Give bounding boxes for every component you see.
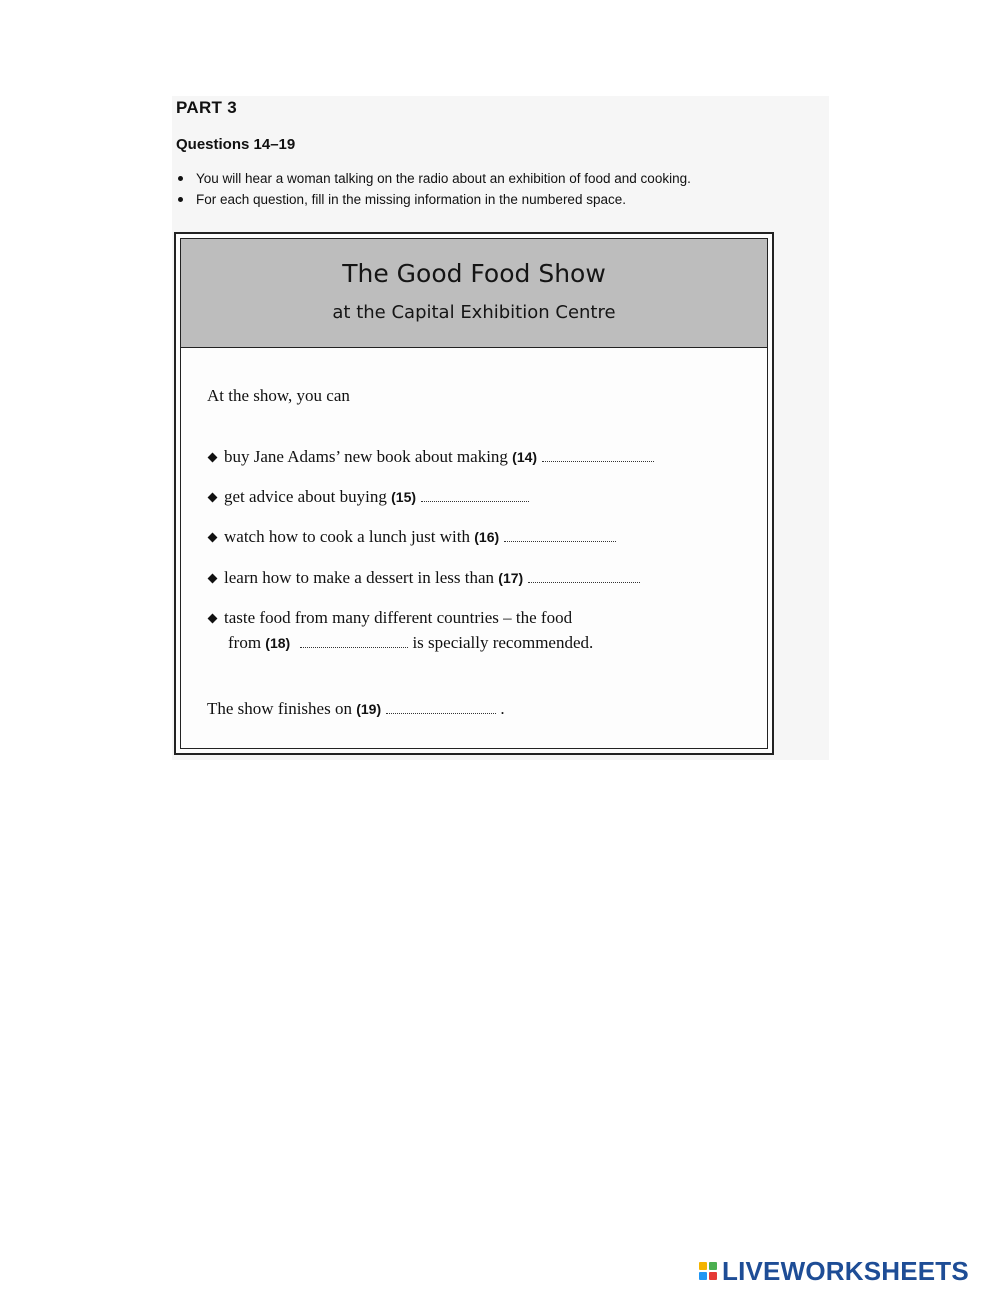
show-subtitle: at the Capital Exhibition Centre xyxy=(332,302,616,323)
instruction-item: You will hear a woman talking on the radio about an exhibition of food and cooking. xyxy=(176,168,826,189)
answer-18-blank[interactable] xyxy=(300,637,408,648)
questions-heading: Questions 14–19 xyxy=(176,136,296,153)
logo-grid-icon xyxy=(699,1262,717,1280)
answer-17-blank[interactable] xyxy=(528,572,640,583)
part-heading: PART 3 xyxy=(176,98,237,117)
question-18-continuation: from (18) is specially recommended. xyxy=(228,633,594,652)
answer-16-blank[interactable] xyxy=(504,531,616,542)
question-18: taste food from many different countries – the food xyxy=(207,608,572,628)
instructions-list xyxy=(176,168,826,210)
show-title: The Good Food Show xyxy=(342,259,606,288)
bullet-icon xyxy=(178,176,183,181)
instruction-item: For each question, fill in the missing information in the numbered space. xyxy=(176,189,826,210)
diamond-bullet-icon xyxy=(208,492,218,502)
diamond-bullet-icon xyxy=(208,573,218,583)
diamond-bullet-icon xyxy=(208,613,218,623)
logo-text: LIVEWORKSHEETS xyxy=(722,1255,969,1286)
logo-square xyxy=(699,1272,707,1280)
question-14: buy Jane Adams’ new book about making (14) xyxy=(207,447,654,467)
question-15: get advice about buying (15) xyxy=(207,487,529,507)
intro-text: At the show, you can xyxy=(207,386,350,405)
answer-14-blank[interactable] xyxy=(542,451,654,462)
question-16: watch how to cook a lunch just with (16) xyxy=(207,527,616,547)
logo-square xyxy=(709,1262,717,1270)
liveworksheets-logo[interactable] xyxy=(699,1256,969,1286)
notes-header xyxy=(181,239,767,348)
answer-15-blank[interactable] xyxy=(421,491,529,502)
bullet-icon xyxy=(178,197,183,202)
logo-square xyxy=(709,1272,717,1280)
notes-box-inner xyxy=(180,238,768,749)
notes-box xyxy=(174,232,774,755)
question-17: learn how to make a dessert in less than (17) xyxy=(207,568,640,588)
answer-19-blank[interactable] xyxy=(386,703,496,714)
diamond-bullet-icon xyxy=(208,532,218,542)
question-19: The show finishes on (19) . xyxy=(207,699,505,718)
logo-square xyxy=(699,1262,707,1270)
diamond-bullet-icon xyxy=(208,452,218,462)
